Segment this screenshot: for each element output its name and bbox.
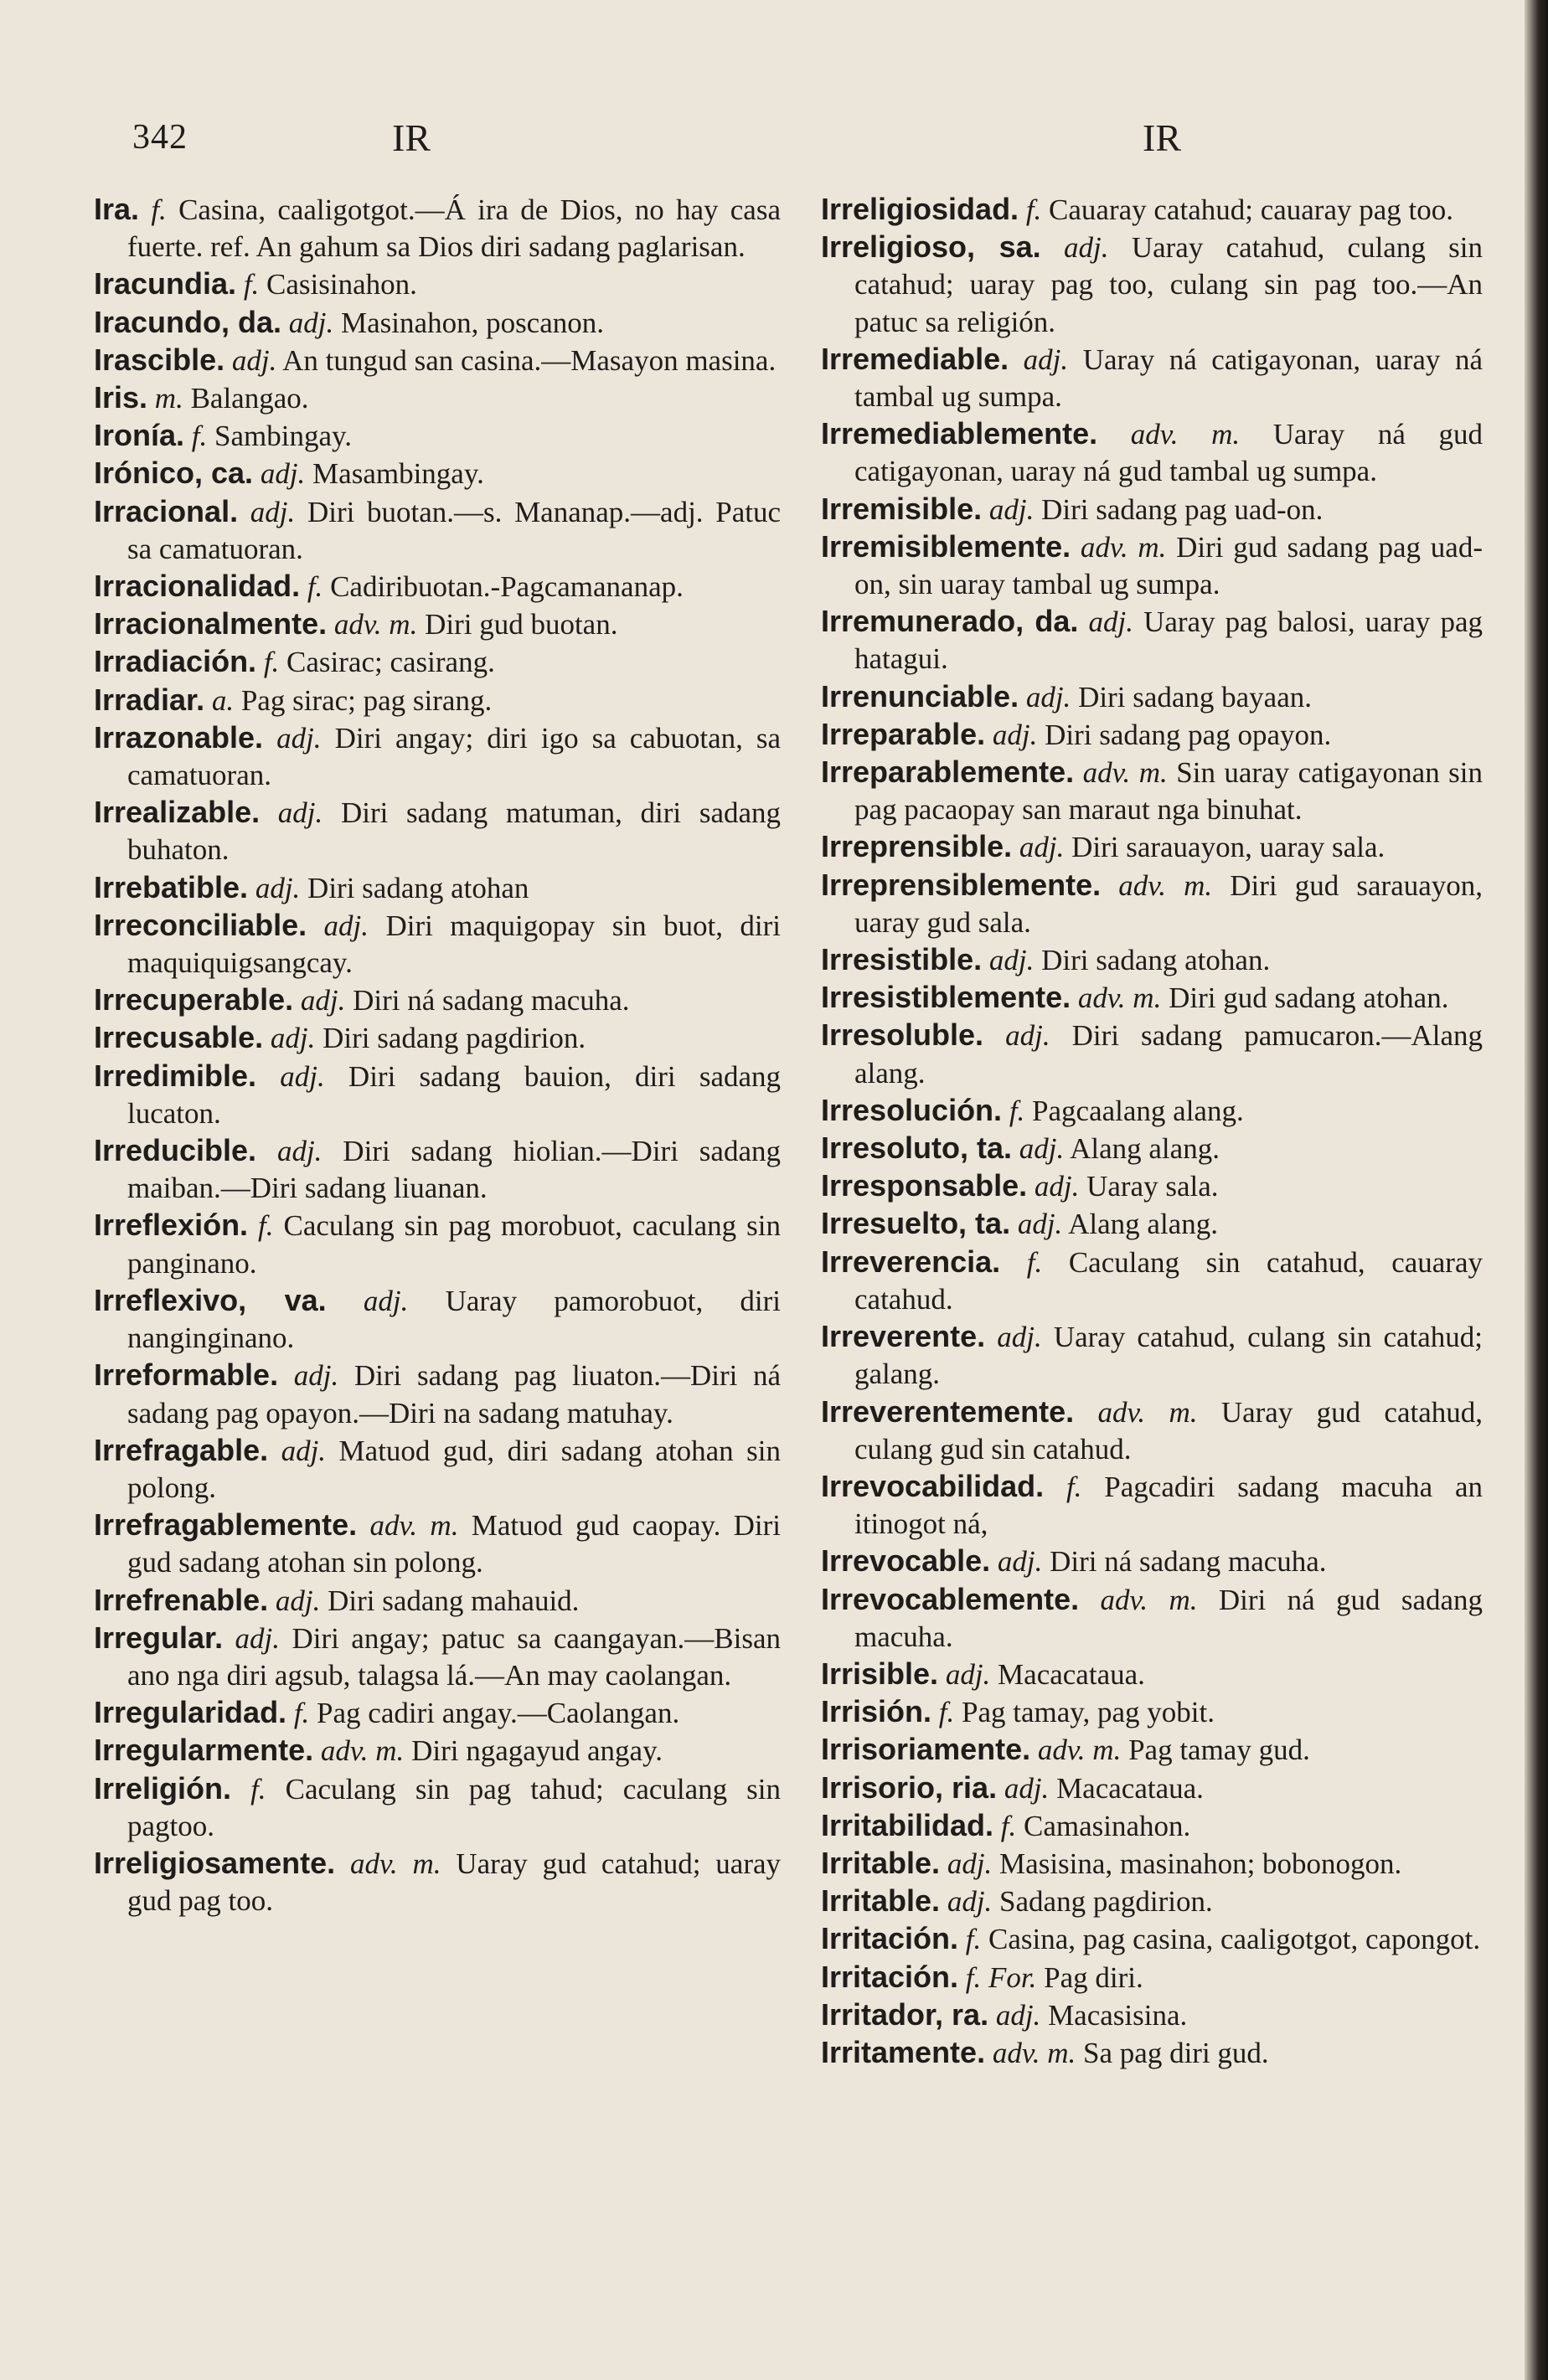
entry-definition: Diri sadang bauion, diri sadang lucaton. [127,1059,782,1130]
entry-definition: Caculang sin pag tahud; caculang sin pagtoo. [127,1772,782,1842]
dictionary-entry [821,1393,1483,1468]
entry-headword: Irrisible. [821,1656,939,1691]
entry-grammar-abbr: adv. m. [1080,530,1167,564]
dictionary-entry [821,229,1483,341]
entry-headword: Irreflexión. [94,1208,249,1243]
entry-definition: Macacataua. [1056,1771,1204,1805]
entry-grammar-abbr: adj. [280,1059,325,1093]
entry-grammar-abbr: f. [250,1772,266,1806]
dictionary-entry [821,1693,1483,1731]
entry-definition: Diri sarauayon, uaray sala. [1071,831,1385,864]
entry-definition: Diri sadang pamucaron.—Alang alang. [854,1019,1484,1090]
entry-grammar-abbr: adj. [997,1545,1043,1579]
dictionary-entry [821,1318,1483,1393]
entry-definition: Sa pag diri gud. [1083,2036,1269,2069]
entry-definition: Sambingay. [214,420,352,453]
entry-grammar-abbr: adj. [231,343,277,377]
entry-grammar-abbr: adj. [363,1284,409,1317]
entry-definition: Masisina, masinahon; bobonogon. [999,1847,1402,1880]
entry-headword: Irrecusable. [94,1020,264,1055]
entry-definition: Casina, caaligotgot.—Á ira de Dios, no hay casa fuerte. ref. An gahum sa Dios diri sadang paglarisan. [127,193,781,264]
entry-grammar-abbr: adj. [270,1022,316,1055]
dictionary-entry [821,941,1483,979]
entry-grammar-abbr: adj. [1017,1208,1063,1241]
entry-grammar-abbr: f. [258,1209,274,1243]
entry-definition: Masinahon, poscanon. [341,306,605,339]
entry-grammar-abbr: adv. m. [369,1509,459,1543]
entry-grammar-abbr: f. [965,1923,982,1956]
entry-headword: Irrisión. [821,1694,932,1729]
entry-definition: Sin uaray catigayonan sin pag pacaopay san maraut nga binuhat. [854,756,1484,827]
entry-definition: Uaray gud catahud; uaray gud pag too. [127,1847,782,1918]
entry-grammar-abbr: adj. [277,796,323,830]
book-spine-edge [1525,0,1548,2380]
entry-headword: Irritamente. [821,2034,986,2069]
entry-definition: Alang alang. [1068,1208,1218,1241]
entry-grammar-abbr: adv. m. [320,1734,405,1768]
entry-definition: Sadang pagdirion. [999,1885,1213,1919]
entry-headword: Irrazonable. [94,719,264,755]
entry-grammar-abbr: adj. [995,1998,1041,2032]
entry-definition: Alang alang. [1070,1132,1220,1166]
entry-headword: Irracionalidad. [94,569,301,604]
dictionary-entry [821,1731,1483,1769]
entry-definition: Uaray catahud, culang sin catahud; uaray pag too, culang sin pag too.—An patuc sa religión. [854,231,1484,338]
entry-headword: Irreligioso, sa. [821,229,1041,265]
entry-headword: Irreverencia. [821,1244,1001,1279]
dictionary-entry [821,341,1483,415]
entry-headword: Irritación. [821,1921,959,1956]
entry-headword: Irrenunciable. [821,678,1019,713]
entry-grammar-abbr: f. [1066,1470,1082,1503]
entry-headword: Irreflexivo, va. [94,1282,327,1317]
entry-headword: Irradiar. [94,682,205,717]
entry-grammar-abbr: f. [1026,1245,1043,1279]
entry-grammar-abbr: adj. [997,1321,1042,1354]
dictionary-entry [94,1620,781,1694]
dictionary-entry [821,1543,1483,1580]
entry-headword: Irreligiosidad. [821,192,1019,226]
page-number: 342 [132,118,188,157]
entry-headword: Irritabilidad. [821,1807,994,1842]
dictionary-entry [94,1282,781,1357]
entry-definition: Diri ngagayud angay. [411,1734,663,1768]
dictionary-entry [94,568,781,605]
entry-grammar-abbr: f. [938,1696,955,1729]
entry-definition: Casisinahon. [266,268,417,301]
entry-grammar-abbr: adj. [988,944,1035,977]
entry-grammar-abbr: adv. m. [1037,1733,1122,1767]
entry-headword: Irrisoriamente. [821,1732,1031,1767]
entry-definition: Pag sirac; pag sirang. [240,683,493,717]
entry-headword: Irreprensiblemente. [821,867,1102,902]
dictionary-entry [94,379,781,417]
entry-grammar-abbr: m. [154,382,183,415]
entry-grammar-abbr: adj. [260,457,306,491]
dictionary-entry [821,1845,1483,1883]
entry-headword: Iracundo, da. [94,304,282,339]
entry-headword: Irremisible. [821,491,983,526]
dictionary-entry [94,1732,781,1770]
dictionary-entry [94,493,781,568]
dictionary-entry [94,1845,781,1919]
dictionary-entry [821,1581,1483,1656]
dictionary-entry [94,981,781,1019]
entry-definition: Diri sadang atohan. [1041,944,1271,977]
dictionary-entry [821,1807,1483,1845]
dictionary-entry [94,455,781,492]
entry-definition: Pagcadiri sadang macuha an itinogot ná, [854,1470,1484,1541]
entry-headword: Irritable. [821,1845,941,1880]
entry-grammar-abbr: adj. [323,909,369,942]
entry-grammar-abbr: adv. m. [349,1847,441,1880]
entry-headword: Irrefragable. [94,1432,269,1467]
entry-headword: Irritador, ra. [821,1996,989,2032]
dictionary-entry [94,682,781,719]
dictionary-entry [94,265,781,303]
dictionary-entry [821,1959,1483,1996]
entry-definition: Diri ná gud sadang macuha. [854,1583,1484,1653]
entry-headword: Irreligiosamente. [94,1845,336,1880]
entry-headword: Irresoluble. [821,1017,984,1053]
entry-headword: Irrisorio, ria. [821,1770,998,1805]
entry-grammar-abbr: f. [307,570,323,604]
entry-grammar-abbr: adv. m. [1082,756,1168,790]
entry-headword: Irrecuperable. [94,982,294,1017]
entry-grammar-abbr: f. [151,193,167,226]
entry-definition: Diri sadang mahauid. [328,1584,580,1617]
entry-grammar-abbr: adj. [1034,1170,1080,1203]
entry-definition: Pag cadiri angay.—Caolangan. [317,1697,680,1730]
entry-definition: Diri buotan.—s. Mananap.—adj. Patuc sa camatuoran. [127,495,781,565]
dictionary-entry [821,867,1483,941]
dictionary-entry [821,1244,1483,1318]
entry-definition: Diri angay; diri igo sa cabuotan, sa camatuoran. [127,721,782,792]
dictionary-entry [94,417,781,455]
entry-headword: Irrefragablemente. [94,1507,358,1543]
dictionary-entry [821,979,1483,1017]
entry-definition: Diri gud buotan. [425,608,618,641]
dictionary-entry [821,1996,1483,2034]
entry-headword: Irresistible. [821,942,983,977]
entry-headword: Irreverente. [821,1319,986,1354]
dictionary-entry [821,2034,1483,2072]
entry-grammar-abbr: f. [243,268,260,301]
entry-grammar-abbr: f. [1025,193,1042,226]
entry-definition: Cauaray catahud; cauaray pag too. [1049,193,1454,226]
dictionary-entry [94,1207,781,1281]
entry-headword: Irreparable. [821,716,986,751]
entry-definition: Matuod gud caopay. Diri gud sadang atohan sin polong. [127,1509,782,1579]
dictionary-entry [94,1432,781,1507]
entry-headword: Irreducible. [94,1133,257,1168]
entry-headword: Irresolución. [821,1092,1003,1127]
entry-headword: Iris. [94,380,148,415]
entry-grammar-abbr: adj. [250,495,296,528]
dictionary-entry [821,1656,1483,1693]
entry-headword: Irrevocable. [821,1543,991,1579]
dictionary-entry [94,907,781,981]
entry-headword: Irremediable. [821,341,1009,376]
entry-grammar-abbr: adj. [1023,343,1069,376]
entry-grammar-abbr: adj. [255,871,301,904]
entry-grammar-abbr: adj. [293,1359,339,1393]
dictionary-entry [821,415,1483,490]
dictionary-entry [821,754,1483,828]
entry-headword: Irregular. [94,1620,224,1655]
entry-definition: Diri sadang pagdirion. [322,1022,586,1055]
entry-definition: Diri angay; patuc sa caangayan.—Bisan ano nga diri agsub, talagsa lá.—An may caolangan. [127,1621,782,1692]
entry-definition: Uaray sala. [1086,1170,1219,1203]
entry-headword: Irredimible. [94,1058,257,1093]
entry-definition: Diri sadang hiolian.—Diri sadang maiban.—Diri sadang liuanan. [127,1135,781,1205]
entry-headword: Irradiación. [94,644,257,679]
dictionary-entry [94,1132,781,1207]
entry-grammar-abbr: adj. [288,306,334,339]
entry-grammar-abbr: adv. m. [1077,981,1162,1015]
dictionary-entry [94,1357,781,1431]
entry-grammar-abbr: adv. m. [1130,418,1241,451]
dictionary-entry [94,794,781,868]
left-column [94,191,781,1919]
entry-grammar-abbr: adj. [1025,680,1071,713]
entry-grammar-abbr: adj. [945,1657,991,1691]
entry-definition: Uaray ná catigayonan, uaray ná tambal ug sumpa. [854,343,1483,414]
entry-definition: Pagcaalang alang. [1032,1094,1244,1127]
entry-grammar-abbr: adj. [235,1621,281,1655]
entry-definition: Diri gud sadang atohan. [1169,981,1449,1015]
dictionary-entry [821,1468,1483,1543]
entry-grammar-abbr: adj. [300,984,346,1017]
entry-definition: Diri maquigopay sin buot, diri maquiquigsangcay. [127,909,782,980]
entry-headword: Iracundia. [94,266,237,301]
entry-definition: Macasisina. [1048,1998,1188,2032]
entry-grammar-abbr: f. [1009,1094,1025,1127]
entry-definition: Diri sadang bayaan. [1078,680,1312,713]
entry-definition: Uaray pamorobuot, diri nanginginano. [127,1284,782,1355]
entry-definition: Diri sadang matuman, diri sadang buhaton. [127,796,782,867]
entry-headword: Ironía. [94,418,185,453]
entry-headword: Irrebatible. [94,869,249,904]
entry-definition: Diri sadang atohan [307,871,529,904]
dictionary-entry [821,528,1483,603]
entry-definition: Matuod gud, diri sadang atohan sin polong. [127,1434,782,1504]
dictionary-entry [94,1058,781,1132]
entry-headword: Irreformable. [94,1357,279,1393]
dictionary-entry [94,342,781,379]
entry-definition: Camasinahon. [1024,1809,1191,1842]
entry-definition: Macacataua. [998,1657,1145,1691]
entry-definition: Cadiribuotan.-Pagcamananap. [330,570,684,604]
entry-headword: Irrealizable. [94,795,261,830]
dictionary-entry [94,719,781,794]
entry-headword: Irremisiblemente. [821,528,1071,564]
entry-headword: Irracionalmente. [94,606,328,641]
entry-headword: Irrevocablemente. [821,1581,1080,1616]
entry-headword: Irregularmente. [94,1733,314,1768]
entry-grammar-abbr: adj. [1004,1771,1050,1805]
entry-grammar-abbr: adv. m. [333,608,418,641]
running-header-right: IR [1143,116,1181,159]
dictionary-entry [94,304,781,342]
dictionary-entry [821,828,1483,866]
entry-headword: Irrefrenable. [94,1582,269,1617]
entry-definition: Uaray ná gud catigayonan, uaray ná gud tambal ug sumpa. [854,418,1484,488]
entry-grammar-abbr: adj. [992,718,1038,751]
entry-grammar-abbr: adj. [1064,231,1109,265]
entry-headword: Irreligión. [94,1770,232,1806]
entry-headword: Irrevocabilidad. [821,1468,1045,1503]
entry-grammar-abbr: f. [1000,1809,1017,1842]
dictionary-entry [94,1770,781,1845]
entry-definition: An tungud san casina.—Masayon masina. [282,343,777,377]
entry-grammar-abbr: adj. [947,1885,993,1919]
entry-grammar-abbr: adj. [947,1847,993,1880]
dictionary-entry [821,603,1483,677]
entry-definition: Pag diri. [1044,1960,1143,1994]
entry-definition: Caculang sin pag morobuot, caculang sin panginano. [127,1209,782,1280]
dictionary-entry [821,1167,1483,1205]
entry-grammar-abbr: adj. [276,1135,322,1168]
dictionary-entry [94,1507,781,1581]
entry-definition: Masambingay. [312,457,484,491]
entry-grammar-abbr: adj. [1005,1019,1050,1053]
dictionary-entry [94,605,781,643]
entry-definition: Uaray gud catahud, culang gud sin catahud. [854,1395,1484,1466]
entry-headword: Irritación. [821,1959,959,1994]
entry-headword: Irreconciliable. [94,907,307,942]
entry-grammar-abbr: adj. [1088,605,1133,639]
dictionary-entry [821,1920,1483,1958]
dictionary-entry [821,1770,1483,1807]
entry-definition: Diri ná sadang macuha. [1050,1545,1327,1579]
entry-grammar-abbr: adj. [276,721,322,755]
entry-grammar-abbr: f. [191,420,208,453]
entry-grammar-abbr: adv. m. [1097,1395,1198,1429]
entry-definition: Diri sadang pag liuaton.—Diri ná sadang pag opayon.—Diri na sadang matuhay. [127,1359,782,1430]
dictionary-entry [94,191,781,265]
entry-grammar-abbr: f. [293,1697,310,1730]
dictionary-entry [821,191,1483,229]
entry-headword: Irreverentemente. [821,1393,1075,1429]
entry-grammar-abbr: adv. m. [992,2036,1076,2069]
dictionary-entry [821,1205,1483,1243]
entry-definition: Diri sadang pag uad-on. [1041,492,1324,526]
entry-definition: Uaray pag balosi, uaray pag hatagui. [854,605,1484,676]
entry-grammar-abbr: adj. [281,1434,327,1467]
entry-headword: Irresuelto, ta. [821,1206,1011,1241]
entry-headword: Irremediablemente. [821,416,1098,451]
entry-headword: Irracional. [94,493,239,528]
entry-headword: Irascible. [94,342,225,377]
entry-headword: Irremunerado, da. [821,604,1079,639]
entry-definition: Diri gud sarauayon, uaray gud sala. [854,868,1484,939]
entry-grammar-abbr: f. For. [965,1960,1037,1994]
dictionary-entry [821,1130,1483,1167]
entry-headword: Irreparablemente. [821,755,1075,790]
entry-grammar-abbr: adj. [988,492,1035,526]
entry-definition: Uaray catahud, culang sin catahud; galang. [854,1321,1484,1391]
dictionary-entry [821,1092,1483,1130]
entry-grammar-abbr: a. [211,683,235,717]
dictionary-entry [821,491,1483,528]
entry-grammar-abbr: adj. [1019,1132,1065,1166]
entry-headword: Irresistiblemente. [821,980,1071,1015]
dictionary-entry [94,869,781,907]
running-header-left: IR [392,116,431,159]
entry-definition: Casina, pag casina, caaligotgot, capongot. [988,1923,1481,1956]
dictionary-entry [821,678,1483,716]
dictionary-entry [94,1582,781,1620]
right-column [821,191,1483,2072]
entry-definition: Pag tamay gud. [1128,1733,1310,1767]
dictionary-entry [94,1019,781,1057]
entry-headword: Irresponsable. [821,1168,1028,1203]
dictionary-entry [94,1694,781,1732]
dictionary-entry [94,643,781,681]
entry-definition: Diri sadang pag opayon. [1045,718,1332,751]
dictionary-entry [821,716,1483,754]
entry-grammar-abbr: adv. m. [1118,868,1213,902]
entry-headword: Irresoluto, ta. [821,1131,1013,1166]
dictionary-entry [821,1883,1483,1920]
entry-grammar-abbr: adv. m. [1100,1583,1198,1616]
entry-headword: Irregularidad. [94,1695,287,1730]
entry-grammar-abbr: adj. [275,1584,321,1617]
entry-definition: Caculang sin catahud, cauaray catahud. [854,1245,1483,1316]
entry-definition: Casirac; casirang. [286,646,495,679]
entry-grammar-abbr: f. [263,646,280,679]
dictionary-entry [821,1017,1483,1091]
entry-headword: Irritable. [821,1883,941,1919]
entry-grammar-abbr: adj. [1019,831,1065,864]
entry-headword: Ira. [94,192,140,226]
entry-definition: Diri gud sadang pag uad-on, sin uaray tambal ug sumpa. [854,530,1483,601]
entry-headword: Irreprensible. [821,829,1013,864]
entry-headword: Irónico, ca. [94,456,254,491]
entry-definition: Pag tamay, pag yobit. [962,1696,1215,1729]
entry-definition: Balangao. [190,382,309,415]
entry-definition: Diri ná sadang macuha. [353,984,630,1017]
